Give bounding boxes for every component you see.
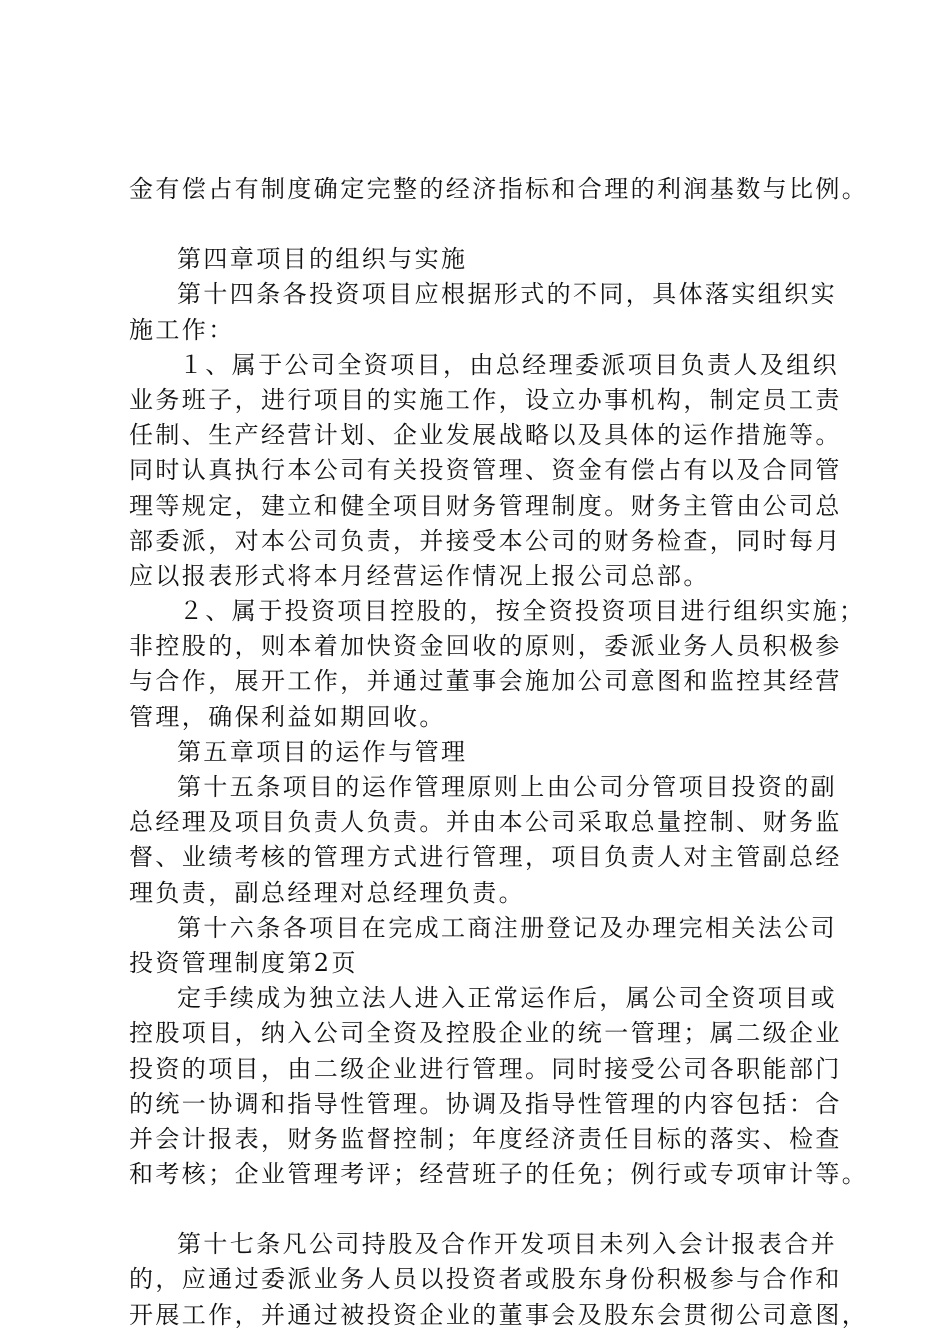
text-line: 的，应通过委派业务人员以投资者或股东身份积极参与合作和 [129,1265,842,1294]
paragraph-gap [129,1192,849,1227]
text-line: 开展工作，并通过被投资企业的董事会及股东会贯彻公司意图， [129,1300,869,1329]
text-line: 任制、生产经营计划、企业发展战略以及具体的运作措施等。 [129,421,842,450]
text-line: 督、业绩考核的管理方式进行管理，项目负责人对主管副总经 [129,843,842,872]
text-line: 第十五条项目的运作管理原则上由公司分管项目投资的副 [177,773,837,801]
text-line: 管理，确保利益如期回收。 [129,702,446,731]
text-line: 的统一协调和指导性管理。协调及指导性管理的内容包括：合 [129,1089,842,1118]
text-line: 应以报表形式将本月经营运作情况上报公司总部。 [129,561,710,590]
chapter-heading: 第四章项目的组织与实施 [177,245,468,274]
text-line: 投资的项目，由二级企业进行管理。同时接受公司各职能部门 [129,1054,842,1083]
text-line: 业务班子，进行项目的实施工作，设立办事机构，制定员工责 [129,385,842,414]
text-line: 施工作： [129,315,235,344]
text-line: 第十六条各项目在完成工商注册登记及办理完相关法公司 [177,913,837,942]
text-line: 与合作，展开工作，并通过董事会施加公司意图和监控其经营 [129,667,842,696]
page-footer-text: 投资管理制度第2页 [129,948,358,977]
text-line: 和考核；企业管理考评；经营班子的任免；例行或专项审计等。 [129,1160,869,1189]
text-line: 定手续成为独立法人进入正常运作后，属公司全资项目或 [177,984,837,1013]
chapter-heading: 第五章项目的运作与管理 [177,737,468,766]
text-line: 同时认真执行本公司有关投资管理、资金有偿占有以及合同管 [129,456,842,485]
text-line: 非控股的，则本着加快资金回收的原则，委派业务人员积极参 [129,632,842,661]
text-line: 理等规定，建立和健全项目财务管理制度。财务主管由公司总 [129,491,842,520]
document-body [129,172,869,1333]
text-line: 理负责，副总经理对总经理负责。 [129,878,525,907]
text-line: ２、属于投资项目控股的，按全资投资项目进行组织实施； [179,597,866,626]
text-line: 部委派，对本公司负责，并接受本公司的财务检查，同时每月 [129,526,842,555]
text-line: 第十四条各投资项目应根据形式的不同，具体落实组织实 [177,280,837,309]
text-line: 总经理及项目负责人负责。并由本公司采取总量控制、财务监 [129,808,842,837]
paragraph-gap [129,207,849,242]
text-line: １、属于公司全资项目，由总经理委派项目负责人及组织 [179,350,839,379]
text-line: 金有偿占有制度确定完整的经济指标和合理的利润基数与比例。 [129,175,869,203]
text-line: 控股项目，纳入公司全资及控股企业的统一管理；属二级企业 [129,1019,842,1048]
text-line: 第十七条凡公司持股及合作开发项目未列入会计报表合并 [177,1230,837,1259]
text-line: 并会计报表，财务监督控制；年度经济责任目标的落实、检查 [129,1124,842,1153]
